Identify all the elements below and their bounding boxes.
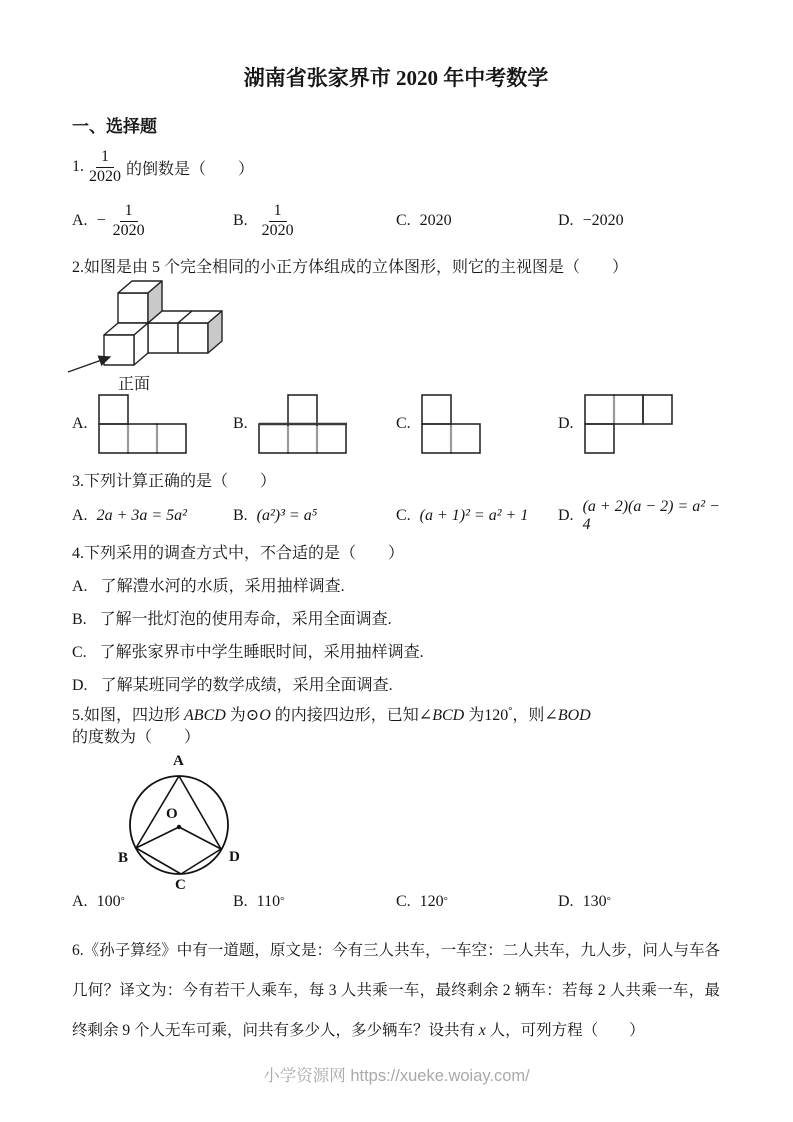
math-ABCD: ABCD <box>184 707 226 724</box>
option-text: 了解澧水河的水质，采用抽样调查. <box>100 578 345 595</box>
net-c-figure <box>420 393 484 455</box>
fraction-denominator: 2020 <box>261 221 294 239</box>
option-value: −2020 <box>582 212 624 229</box>
q3-option-b <box>233 497 317 535</box>
q5-text: 的度数为（ ） <box>72 729 201 746</box>
question-5-stem <box>72 705 720 749</box>
chord-CD <box>181 849 221 874</box>
option-text: 了解一批灯泡的使用寿命，采用全面调查. <box>99 611 392 628</box>
front-cube-front <box>104 335 134 365</box>
q3-option-c <box>396 497 528 535</box>
option-label: D. <box>558 415 574 432</box>
label-A: A <box>173 753 184 769</box>
label-C: C <box>175 877 186 889</box>
option-label: D. <box>558 893 574 910</box>
option-value: 120 <box>419 893 444 910</box>
fraction-denominator: 2020 <box>89 167 121 185</box>
circle-figure-svg <box>78 749 288 889</box>
q1-option-d <box>558 195 624 247</box>
q4-option-c <box>72 642 720 664</box>
q6-text: 人，可列方程（ ） <box>485 1022 645 1039</box>
option-label: D. <box>558 212 574 229</box>
option-formula: 2a + 3a = 5a² <box>96 507 187 524</box>
q1-option-c <box>396 195 452 247</box>
q5-text: ，则∠ <box>512 707 558 724</box>
option-label: B. <box>233 415 248 432</box>
question-1-stem <box>72 143 720 191</box>
question-2-stem: 2.如图是由 5 个完全相同的小正方体组成的立体图形，则它的主视图是（ ） <box>72 259 629 276</box>
option-text: 了解某班同学的数学成绩，采用全面调查. <box>100 677 393 694</box>
q4-option-a <box>72 576 720 598</box>
question-5-options <box>72 893 720 919</box>
q3-option-a <box>72 497 187 535</box>
page-title: 湖南省张家界市 2020 年中考数学 <box>243 66 549 90</box>
option-label: A. <box>72 507 88 524</box>
option-value: 100 <box>96 893 121 910</box>
q4-option-d <box>72 675 720 697</box>
option-formula: (a + 2)(a − 2) = a² − 4 <box>582 498 720 533</box>
q4-option-b <box>72 609 720 631</box>
watermark-footer: 小学资源网 https://xueke.woiay.com/ <box>263 1067 530 1085</box>
minus-sign: − <box>96 212 106 229</box>
q5-option-c: C. 120 ° <box>396 893 448 910</box>
q2-option-a <box>72 393 189 455</box>
math-O: O <box>259 707 271 724</box>
option-label: A. <box>72 415 88 432</box>
option-label: B. <box>233 507 248 524</box>
q3-option-d <box>558 497 720 535</box>
cube-figure <box>72 279 720 393</box>
cube-figure-svg <box>66 279 266 375</box>
option-label: A. <box>72 893 88 910</box>
math-BOD: BOD <box>557 707 591 724</box>
option-label: B. <box>233 893 248 910</box>
question-2-options <box>72 393 720 455</box>
label-B: B <box>118 850 129 866</box>
question-3-stem: 3.下列计算正确的是（ ） <box>72 473 277 490</box>
question-1-options <box>72 195 720 247</box>
net-a-figure <box>97 393 189 455</box>
question-6-stem <box>72 931 720 1051</box>
option-label: C. <box>396 893 411 910</box>
top-cube-front <box>118 293 148 323</box>
option-label: A. <box>72 578 88 595</box>
option-label: C. <box>396 507 411 524</box>
option-value: 130 <box>582 893 607 910</box>
q5-text: 5.如图，四边形 <box>72 707 185 724</box>
q1-number: 1. <box>72 158 84 175</box>
fraction-denominator: 2020 <box>112 221 145 239</box>
math-x: x <box>478 1022 486 1039</box>
net-b-figure <box>257 393 349 455</box>
degree-sign: ° <box>508 706 513 717</box>
label-D: D <box>229 849 240 865</box>
fraction-numerator: 1 <box>96 148 114 167</box>
question-3-options <box>72 497 720 535</box>
option-text: 了解张家界市中学生睡眠时间，采用抽样调查. <box>99 644 424 661</box>
section-heading: 一、选择题 <box>72 117 157 136</box>
option-fraction <box>113 202 145 240</box>
net-d-figure <box>583 393 675 455</box>
q5-text: 为⊙ <box>225 707 260 724</box>
option-label: D. <box>558 507 574 524</box>
q6-text: 6.《孙子算经》中有一道题，原文是：今有三人共车，一车空：二人共车，九人步，问人与车各几何？译文为：今有若干人乘车，每 3 人共乘一车，最终剩余 2 辆车：若每 2 人共乘一车，最终剩余 9 个人无车可乘，问共有多少人，多少辆车？设共有 <box>72 942 720 1039</box>
option-formula: (a²)³ = a⁵ <box>256 507 318 524</box>
q5-option-d: D. 130 ° <box>558 893 611 910</box>
option-value: 110 <box>256 893 281 910</box>
q5-text: 的内接四边形，已知∠ <box>270 707 433 724</box>
q2-option-b <box>233 393 349 455</box>
center-point <box>177 825 181 829</box>
q1-option-a <box>72 195 150 247</box>
q1-option-b <box>233 195 299 247</box>
option-label: B. <box>72 611 87 628</box>
q2-option-c <box>396 393 484 455</box>
q2-option-d <box>558 393 675 455</box>
q5-option-a: A. 100 ° <box>72 893 125 910</box>
q5-text: 为120 <box>464 707 509 724</box>
option-label: D. <box>72 677 88 694</box>
option-label: A. <box>72 212 88 229</box>
q1-fraction <box>89 148 121 186</box>
q5-option-b: B. 110 ° <box>233 893 285 910</box>
circle-figure <box>72 749 720 889</box>
option-label: B. <box>233 212 248 229</box>
fraction-numerator: 1 <box>120 202 138 221</box>
option-fraction <box>262 202 294 240</box>
option-formula: (a + 1)² = a² + 1 <box>419 507 529 524</box>
back-cube-2-front <box>148 323 178 353</box>
question-4-stem: 4.下列采用的调查方式中，不合适的是（ ） <box>72 545 405 562</box>
option-label: C. <box>396 415 411 432</box>
q1-stem-text: 的倒数是（ ） <box>126 160 255 178</box>
label-O: O <box>166 806 178 822</box>
option-label: C. <box>72 644 87 661</box>
front-face-label: 正面 <box>118 376 151 393</box>
fraction-numerator: 1 <box>269 202 287 221</box>
option-value: 2020 <box>419 212 452 229</box>
back-cube-3-front <box>178 323 208 353</box>
math-BCD: BCD <box>432 707 465 724</box>
option-label: C. <box>396 212 411 229</box>
